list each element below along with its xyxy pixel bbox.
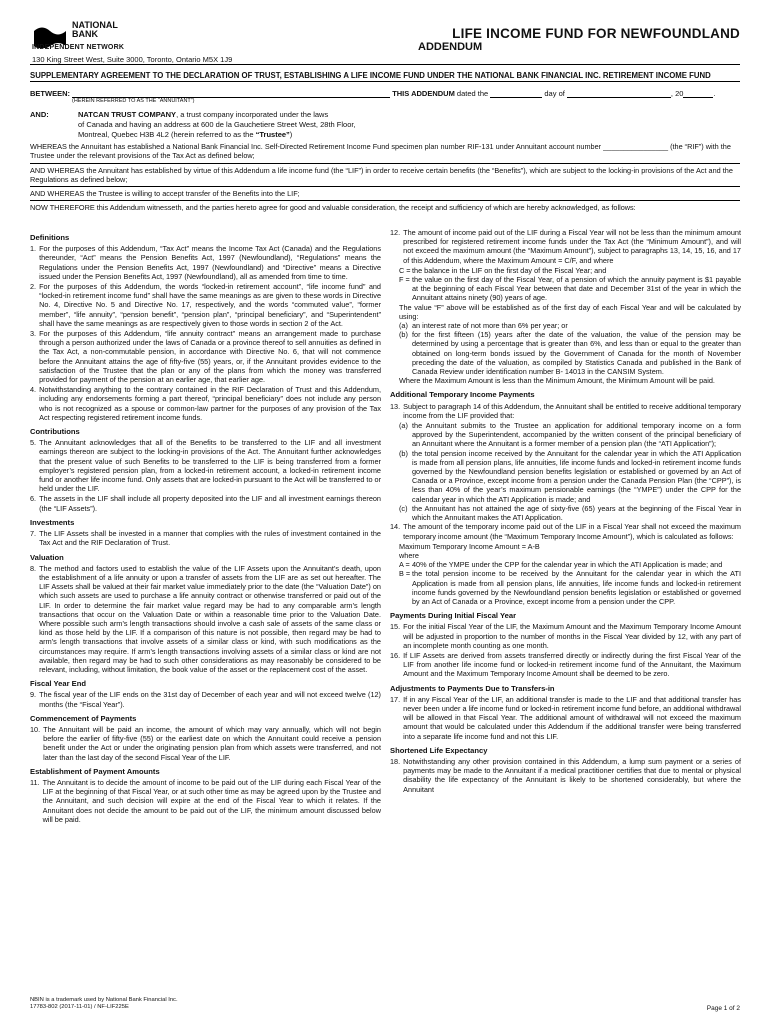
clause-2: 2. For the purposes of this Addendum, the words “locked-in retirement account”, “life income fund” and “locked-in retirement income fund” shall have the same meanings as are given to these words in Directive No. 4, Directive No. 5 and Directive No. 17, respectively, and the words “commuted value”, “former member”, “life annuity”, “pension benefit”, “pension plan”, “principal beneficiary”, and “Superintendent” shall have the same meanings as are respectively given to those words in section 2 of the Act. — [30, 282, 381, 328]
heading-fiscal-year-end: Fiscal Year End — [30, 679, 86, 689]
heading-initial-fiscal-year: Payments During Initial Fiscal Year — [390, 611, 517, 621]
clause-5: 5. The Annuitant acknowledges that all of the Benefits to be transferred to the LIF and all investment earnings thereon are subject to the locking-in provisions of the Act. The Annuitant further acknowledges that the present value of such Benefits to be transferred to the LIF is being transferred from a former employer’s registered pension plan, from a locked-in retirement account, a locked-in retirement income fund or another life income fund. Only assets that are locked-in pursuant to the Act will be transferred to or held under the LIF. — [30, 438, 382, 494]
day-of-label: day of — [544, 89, 565, 98]
clause-15: 15. For the initial Fiscal Year of the LIF, the Maximum Amount and the Maximum Temporary Income Amount will be adjusted in proportion to the number of months in the Fiscal Year divided by 12, with any part of an incomplete month counting as one month. — [390, 622, 741, 650]
heading-contributions: Contributions — [30, 427, 80, 437]
clause-12-a: (a) an interest rate of not more than 6% per year; or — [399, 321, 741, 330]
left-column — [30, 228, 381, 825]
whereas-2: AND WHEREAS the Annuitant has established by virtue of this Addendum a life income fund (the “LIF”) in order to receive certain benefits (the “Benefits”), which are subject to the locking-in provisions of the Act and the Regulations as defined below; — [30, 166, 733, 185]
clause-12: 12. The amount of income paid out of the LIF during a Fiscal Year will not be less than the minimum amount prescribed for registered retirement income funds under the Tax Act (the “Minimum Amount”), and will not exceed the maximum amount (the “Maximum Amount”), subject to paragraphs 13, 14, 15, 16, and 17 of this Addendum, where the Maximum Amount = C/F, and where — [390, 228, 741, 265]
clause-11-text: The Annuitant is to decide the amount of income to be paid out of the LIF during each Fiscal Year of the LIF at the beginning of that Fiscal Year, or at such other time as may be agreed upon by the Trustee and the Annuitant, and such decision will expire at the end of the Fiscal Year to which it relates. If the Annuitant does not decide the amount to be paid out of the LIF, the minimum amount discussed below will be paid. — [42, 777, 381, 824]
right-column — [390, 228, 741, 795]
clause-7-text: The LIF Assets shall be invested in a manner that complies with the rules of investment contained in the Tax Act and the RIF Declaration of Trust. — [39, 529, 381, 548]
heading-definitions: Definitions — [30, 233, 70, 242]
clause-12-f-text: the value on the first day of the Fiscal Year, of a pension of which the annuity payment is $1 payable at the beginning of each Fiscal Year between that date and December 31st of the year in which the Annuitant attains ninety (90) years of age. — [412, 275, 741, 303]
clause-18-text: Notwithstanding any other provision contained in this Addendum, a lump sum payment or a series of payments may be made to the Annuitant if a medical practitioner certifies that due to mental or physical disability the life expectancy of the Annuitant is likely to be shortened considerably, but where the Annuitant — [403, 756, 741, 794]
clause-4-text: Notwithstanding anything to the contrary contained in the RIF Declaration of Trust and this Addendum, including any endorsements forming a part thereof, “principal beneficiary” does not include any person who is not recognized as a spouse or common-law partner for the purposes of any provision of the Tax Act respecting registered retirement income funds. — [39, 385, 381, 422]
clause-12-a-text: an interest rate of not more than 6% per year; or — [412, 321, 568, 331]
day-field[interactable] — [490, 97, 542, 98]
clause-6-text: The assets in the LIF shall include all property deposited into the LIF and all investment earnings thereon (the “LIF Assets”). — [39, 494, 381, 513]
trustee-text2: of Canada and having an address at 600 de la Gauchetiere Street West, 28th Floor, — [78, 119, 356, 129]
clause-13-c-text: the Annuitant has not attained the age of sixty-five (65) years at the beginning of the Fiscal Year in which the Annuitant makes the ATI Application. — [412, 503, 741, 523]
clause-12-f: F = the value on the first day of the Fiscal Year, of a pension of which the annuity payment is $1 payable at the beginning of each Fiscal Year between that date and December 31st of the year in which the Annuitant attains ninety (90) years of age. — [399, 275, 741, 303]
clause-3-text: For the purposes of this Addendum, “life annuity contract” means an arrangement made to purchase through a person authorized under the laws of Canada or a province thereof to sell annuities as defined in the Tax Act, a non-commutable pension, in accordance with Directive No. 6, that will not commence before the Annuitant attains the age of fifty-five (55) years, or, if the Annuitant provides evidence to the satisfaction of the Trustee that the plan or any of the plans from which the money was transferred provided for payment of the pension at an earlier age, that earlier age. — [39, 329, 381, 385]
addendum-dated-label: THIS ADDENDUM — [392, 89, 455, 98]
year-field[interactable] — [683, 97, 713, 98]
clause-14-formula: Maximum Temporary Income Amount = A-B — [399, 541, 540, 551]
supplementary-heading: SUPPLEMENTARY AGREEMENT TO THE DECLARATION OF TRUST, ESTABLISHING A LIFE INCOME FUND UNDER THE NATIONAL BANK FINANCIAL INC. RETIREMENT INCOME FUND — [30, 71, 711, 80]
clause-6: 6. The assets in the LIF shall include all property deposited into the LIF and all investment earnings thereon (the “LIF Assets”). — [30, 494, 381, 513]
whereas-divider-3 — [30, 200, 740, 201]
trustee-text3: Montreal, Quebec H3B 4L2 (herein referred to as the — [78, 129, 256, 139]
clause-14-a: A = 40% of the YMPE under the CPP for the calendar year in which the ATI Application is made; and — [399, 560, 741, 569]
header-divider — [30, 64, 740, 65]
bank-name-line2: BANK — [72, 29, 98, 39]
clause-12-text: The amount of income paid out of the LIF during a Fiscal Year will not be less than the minimum amount prescribed for registered retirement income funds under the Tax Act (the “Minimum Amount”), and will not exceed the maximum amount (the “Maximum Amount”), subject to paragraphs 13, 14, 15, 16, and 17 of this Addendum, where the Maximum Amount = C/F, and where — [403, 228, 741, 265]
clause-12-c-text: the balance in the LIF on the first day of the Fiscal Year; and — [412, 265, 607, 275]
clause-14-text: The amount of the temporary income paid out of the LIF in a Fiscal Year shall not exceed the maximum temporary income amount (the “Maximum Temporary Income Amount”), which is calculated as follows: — [403, 522, 741, 541]
heading-additional-temporary: Additional Temporary Income Payments — [390, 390, 535, 400]
trustee-description — [78, 110, 678, 139]
clause-12-where: Where the Maximum Amount is less than the Minimum Amount, the Minimum Amount will be paid. — [399, 376, 715, 386]
whereas-divider-2 — [30, 186, 740, 187]
clause-14-a-text: 40% of the YMPE under the CPP for the calendar year in which the ATI Application is made; and — [412, 560, 723, 570]
clause-12-b-text: for the first fifteen (15) years after the date of the valuation, the value of the pension may be determined by using a percentage that is greater than 6%, and less than or equal to the greater than obtained on long-term bonds issued by the Government of Canada for the month of November preceding the date of the valuation, as compiled by Statistics Canada and published in the Bank of Canada Review under identification number B- 14013 in the CANSIM System. — [412, 330, 741, 377]
whereas-divider-1 — [30, 163, 740, 164]
supplementary-divider — [30, 81, 740, 82]
clause-13-text: Subject to paragraph 14 of this Addendum, the Annuitant shall be entitled to receive additional temporary income from the LIF provided that: — [403, 401, 741, 420]
clause-13-b: (b) the total pension income received by the Annuitant for the calendar year in which the ATI Application is made from all pension plans, life annuities, life income funds and locked-in retirement income funds governed by the Newfoundland pension benefits legislation or established or governed by an Act of Canada or a Province, except income from a pension under the Canada Pension Plan (the “CPP”), is less than 40% of the year’s maximum pensionable earnings (the “YMPE”) under the CPP for the calendar year in which the ATI Application is made; and — [399, 448, 741, 504]
clause-14-b-text: the total pension income to be received by the Annuitant for the calendar year in which the ATI Application is made from all pension plans, life annuities, life income funds and locked-in retirement income funds governed by the Newfoundland pension benefits legislation or established or governed by an Act of Canada or a Province, except income from a pension under the CPP. — [412, 569, 741, 606]
footer-left — [30, 997, 178, 1011]
footer-trademark: NBIN is a trademark used by National Bank Financial Inc. — [30, 997, 178, 1003]
bank-address: 130 King Street West, Suite 3000, Toronto, Ontario M5X 1J9 — [32, 55, 233, 64]
clause-8: 8. The method and factors used to establish the value of the LIF Assets upon the Annuitant’s death, upon the establishment of a life annuity or upon a transfer of assets from the LIF are as set out hereafter. The LIF Assets shall be valued at their fair market value immediately prior to the date (the “Valuation Date”) on which such assets are used to purchase a life annuity contract or otherwise transferred or paid out of the LIF. In order to determine the fair market value regard may be had to any comparable arm’s length transactions that occur on the Valuation Date or within a reasonable time prior to the Valuation Date. Where possible such arm’s length transactions should involve a cash sale of assets of the same class or kind as those held by the LIF. If a comparison of this nature is not possible, then regard may be had to arm’s length transactions that involve assets of a similar class or kind, with such modifications as the circumstances may require. If arm’s length transactions involving assets of a similar class or kind are not available, then regard may be had to such other considerations as may reasonably be considered to be relevant, including, without limitation, the book value of the asset or the replacement cost of the asset. — [30, 563, 381, 674]
page-number: Page 1 of 2 — [706, 1005, 740, 1012]
now-therefore: NOW THEREFORE this Addendum witnesseth, and the parties hereto agree for good and valuable consideration, the receipt and sufficiency of which are hereby acknowledged, as follows: — [30, 203, 636, 212]
document-subtitle: ADDENDUM — [418, 41, 483, 53]
clause-12-f2: The value “F” above will be established as of the first day of each Fiscal Year and will be calculated by using: — [399, 302, 741, 321]
heading-establishment: Establishment of Payment Amounts — [30, 766, 160, 776]
clause-11: 11. The Annuitant is to decide the amount of income to be paid out of the LIF during each Fiscal Year of the LIF at the beginning of that Fiscal Year, or at such other time as may be agreed upon by the Trustee and the Annuitant, and such decision will expire at the end of the Fiscal Year to which it relates. If the Annuitant does not decide the amount to be paid out of the LIF, the minimum amount discussed below will be paid. — [30, 777, 381, 824]
document-title: LIFE INCOME FUND FOR NEWFOUNDLAND — [452, 26, 740, 41]
whereas-1: WHEREAS the Annuitant has established a National Bank Financial Inc. Self-Directed Retirement Income Fund specimen plan number RIF-131 under Annuitant account number ________________ (the “RIF”) with the Trustee under the relevant provisions of the Tax Act as defined below; — [30, 142, 731, 161]
heading-shortened-life: Shortened Life Expectancy — [390, 745, 488, 755]
clause-10-text: The Annuitant will be paid an income, the amount of which may vary annually, which will not begin before the earlier of fifty-five (55) or the earliest date on which the Annuitant could receive a pension benefit under the Act or under the originating pension plan from which assets were transferred, and not later than the last day of the second Fiscal Year of the LIF. — [43, 724, 381, 762]
clause-16: 16. If LIF Assets are derived from assets transferred directly or indirectly during the first Fiscal Year of the LIF from another life income fund or locked-in retirement income fund of the Annuitant, the Maximum Amount and the Maximum Temporary Income Amount shall be deemed to be zero. — [390, 650, 741, 679]
clause-13-c: (c) the Annuitant has not attained the age of sixty-five (65) years at the beginning of the Fiscal Year in which the Annuitant makes the ATI Application. — [399, 503, 741, 523]
clause-7: 7. The LIF Assets shall be invested in a manner that complies with the rules of investment contained in the Tax Act and the RIF Declaration of Trust. — [30, 529, 381, 548]
clause-9-text: The fiscal year of the LIF ends on the 31st day of December of each year and will not exceed twelve (12) months (the “Fiscal Year”). — [39, 690, 381, 709]
clause-16-text: If LIF Assets are derived from assets transferred directly or indirectly during the first Fiscal Year of the LIF from another life income fund or locked-in retirement income fund of the Annuitant, the Maximum Amount and the Maximum Temporary Income Amount shall be deemed to be zero. — [403, 650, 741, 679]
trustee-text4: ) — [289, 129, 293, 139]
clause-2-text: For the purposes of this Addendum, the words “locked-in retirement account”, “life income fund” and “locked-in retirement income fund” shall have the same meanings as are given to these words in Directive No. 4, Directive No. 5 and Directive No. 17, respectively, and the words “commuted value”, “former member”, “life annuity”, “pension benefit”, “pension plan”, “principal beneficiary”, and “Superintendent” shall have the same meanings as are respectively given to those words in section 2 of the Act. — [39, 282, 381, 328]
annuitant-note: (HEREIN REFERRED TO AS THE “ANNUITANT”) — [72, 98, 195, 104]
footer-form-code: 17783-802 (2017-11-01) / NF-LIF225E — [30, 1004, 129, 1010]
clause-1-text: For the purposes of this Addendum, “Tax Act” means the Income Tax Act (Canada) and the Regulations thereunder, “Act” means the Pension Benefits Act, 1997 (Newfoundland), “Regulations” means the Regulations under the Pension Benefits Act, 1997 (Newfoundland) and “Directive” means a Directive issued under the Pension Benefits Act, 1997 (Newfoundland), all as amended from time to time. — [39, 244, 381, 281]
clause-13-b-text: the total pension income received by the Annuitant for the calendar year in which the ATI Application is made from all pension plans, life annuities, life income funds and locked-in retirement income funds governed by the Newfoundland pension benefits legislation or established or governed by an Act of Canada or a Province, except income from a pension under the Canada Pension Plan (the “CPP”), is less than 40% of the year’s maximum pensionable earnings (the “YMPE”) under the CPP for the calendar year in which the ATI Application is made; and — [412, 448, 741, 504]
clause-5-text: The Annuitant acknowledges that all of the Benefits to be transferred to the LIF and all investment earnings thereon are subject to the locking-in provisions of the Act. The Annuitant further acknowledges that the present value of such Benefits to be transferred to the LIF is being transferred from a former employer’s registered pension plan, from a locked-in retirement account, a locked-in retirement income fund or another life income fund. Only assets that are locked-in pursuant to the Act will be transferred to or held under the LIF. — [39, 438, 382, 494]
clause-13-a-text: the Annuitant submits to the Trustee an application for additional temporary income on a form approved by the Superintendent, accompanied by the written consent of the principal beneficiary of an Annuitant where the Annuitant is a former member of a pension plan (the “ATI Application”); — [412, 421, 741, 449]
heading-valuation: Valuation — [30, 552, 64, 562]
clause-14-where: where — [399, 550, 419, 560]
clause-1: 1. For the purposes of this Addendum, “Tax Act” means the Income Tax Act (Canada) and the Regulations thereunder, “Act” means the Pension Benefits Act, 1997 (Newfoundland), “Regulations” means the Regulations under the Pension Benefits Act, 1997 (Newfoundland) and “Directive” means a Directive issued under the Pension Benefits Act, 1997 (Newfoundland), all as amended from time to time. — [30, 244, 381, 281]
and-label: AND: — [30, 110, 49, 119]
heading-adjustments: Adjustments to Payments Due to Transfers-in — [390, 683, 555, 693]
bank-name-line1: NATIONAL — [72, 20, 118, 30]
whereas-3: AND WHEREAS the Trustee is willing to accept transfer of the Benefits into the LIF; — [30, 189, 300, 198]
heading-investments: Investments — [30, 517, 75, 527]
clause-9: 9. The fiscal year of the LIF ends on the 31st day of December of each year and will not exceed twelve (12) months (the “Fiscal Year”). — [30, 690, 381, 709]
clause-10: 10. The Annuitant will be paid an income, the amount of which may vary annually, which will not begin before the earlier of fifty-five (55) or the earliest date on which the Annuitant could receive a pension benefit under the Act or under the originating pension plan from which assets were transferred, and not later than the last day of the second Fiscal Year of the LIF. — [30, 724, 381, 762]
trustee-name: NATCAN TRUST COMPANY — [78, 110, 177, 119]
clause-8-text: The method and factors used to establish the value of the LIF Assets upon the Annuitant’s death, upon the establishment of a life annuity or upon a transfer of assets from the LIF are as set out hereafter. The LIF Assets shall be valued at their fair market value immediately prior to the date (the “Valuation Date”) on which such assets are used to purchase a life annuity contract or otherwise transferred or paid out of the LIF. In order to determine the fair market value regard may be had to any comparable arm’s length transactions that occur on the Valuation Date or within a reasonable time prior to the Valuation Date. Where possible such arm’s length transactions should involve a cash sale of assets of the same class or kind as those held by the LIF. If a comparison of this nature is not possible, then regard may be had to arm’s length transactions that involve assets of a similar class or kind, with such modifications as the circumstances may require. If arm’s length transactions involving assets of a similar class or kind are not available, then regard may be had to such other considerations as may reasonably be considered to be relevant, including, without limitation, the book value of the asset or the replacement cost of the asset. — [39, 563, 381, 674]
clause-13: 13. Subject to paragraph 14 of this Addendum, the Annuitant shall be entitled to receive additional temporary income from the LIF provided that: — [390, 401, 741, 420]
clause-12-b: (b) for the first fifteen (15) years after the date of the valuation, the value of the pension may be determined by using a percentage that is greater than 6%, and less than or equal to the greater than obtained on long-term bonds issued by the Government of Canada for the month of November preceding the date of the valuation, as compiled by Statistics Canada and published in the Bank of Canada Review under identification number B- 14013 in the CANSIM System. — [399, 330, 741, 377]
clause-15-text: For the initial Fiscal Year of the LIF, the Maximum Amount and the Maximum Temporary Income Amount will be adjusted in proportion to the number of months in the Fiscal Year divided by 12, with any part of an incomplete month counting as one month. — [403, 622, 741, 650]
network-label: INDEPENDENT NETWORK — [32, 44, 125, 51]
trustee-term: “Trustee” — [255, 129, 290, 139]
between-row: BETWEEN: THIS ADDENDUM dated the day of , 20 . — [30, 89, 716, 98]
clause-17-text: If in any Fiscal Year of the LIF, an additional transfer is made to the LIF and that additional transfer has never been under a life income fund or locked-in retirement income fund before, an additional withdrawal will be allowed in that Fiscal Year. The additional amount of withdrawal will not exceed the maximum amount that would be calculated under this Addendum if the additional transfer were being transferred into a separate life income fund and not this LIF. — [403, 694, 741, 741]
clause-14-b: B = the total pension income to be received by the Annuitant for the calendar year in which the ATI Application is made from all pension plans, life annuities, life income funds and locked-in retirement income funds governed by the Newfoundland pension benefits legislation or established or governed by an Act of Canada or a Province, except income from a pension under the CPP. — [399, 569, 741, 606]
clause-13-a: (a) the Annuitant submits to the Trustee an application for additional temporary income on a form approved by the Superintendent, accompanied by the written consent of the principal beneficiary of an Annuitant where the Annuitant is a former member of a pension plan (the “ATI Application”); — [399, 421, 741, 449]
clause-12-c: C = the balance in the LIF on the first day of the Fiscal Year; and — [399, 266, 741, 275]
clause-18: 18. Notwithstanding any other provision contained in this Addendum, a lump sum payment or a series of payments may be made to the Annuitant if a medical practitioner certifies that due to mental or physical disability the life expectancy of the Annuitant is likely to be shortened considerably, but where the Annuitant — [390, 756, 741, 794]
trustee-text1: , a trust company incorporated under the laws — [176, 110, 329, 119]
clause-17: 17. If in any Fiscal Year of the LIF, an additional transfer is made to the LIF and that additional transfer has never been under a life income fund or locked-in retirement income fund before, an additional withdrawal will be allowed in that Fiscal Year. The additional amount of withdrawal will not exceed the maximum amount that would be calculated under this Addendum if the additional transfer were being transferred into a separate life income fund and not this LIF. — [390, 694, 741, 741]
bank-name — [72, 21, 118, 39]
clause-3: 3. For the purposes of this Addendum, “life annuity contract” means an arrangement made to purchase through a person authorized under the laws of Canada or a province thereof to sell annuities as defined in the Tax Act, a non-commutable pension, in accordance with Directive No. 6, that will not commence before the Annuitant attains the age of fifty-five (55) years, or, if the Annuitant provides evidence to the satisfaction of the Trustee that the plan or any of the plans from which the money was transferred provided for payment of the pension at an earlier age, that earlier age. — [30, 329, 381, 385]
clause-14: 14. The amount of the temporary income paid out of the LIF in a Fiscal Year shall not exceed the maximum temporary income amount (the “Maximum Temporary Income Amount”), which is calculated as follows: — [390, 522, 741, 541]
between-label: BETWEEN: — [30, 89, 70, 98]
month-field[interactable] — [567, 97, 671, 98]
clause-4: 4. Notwithstanding anything to the contrary contained in the RIF Declaration of Trust and this Addendum, including any endorsements forming a part thereof, “principal beneficiary” does not include any person who is not recognized as a spouse or common-law partner for the purposes of any provision of the Tax Act respecting registered retirement income funds. — [30, 385, 381, 422]
heading-commencement: Commencement of Payments — [30, 713, 137, 723]
year-prefix: , 20 — [670, 89, 684, 98]
dated-the-label: dated the — [456, 89, 489, 98]
